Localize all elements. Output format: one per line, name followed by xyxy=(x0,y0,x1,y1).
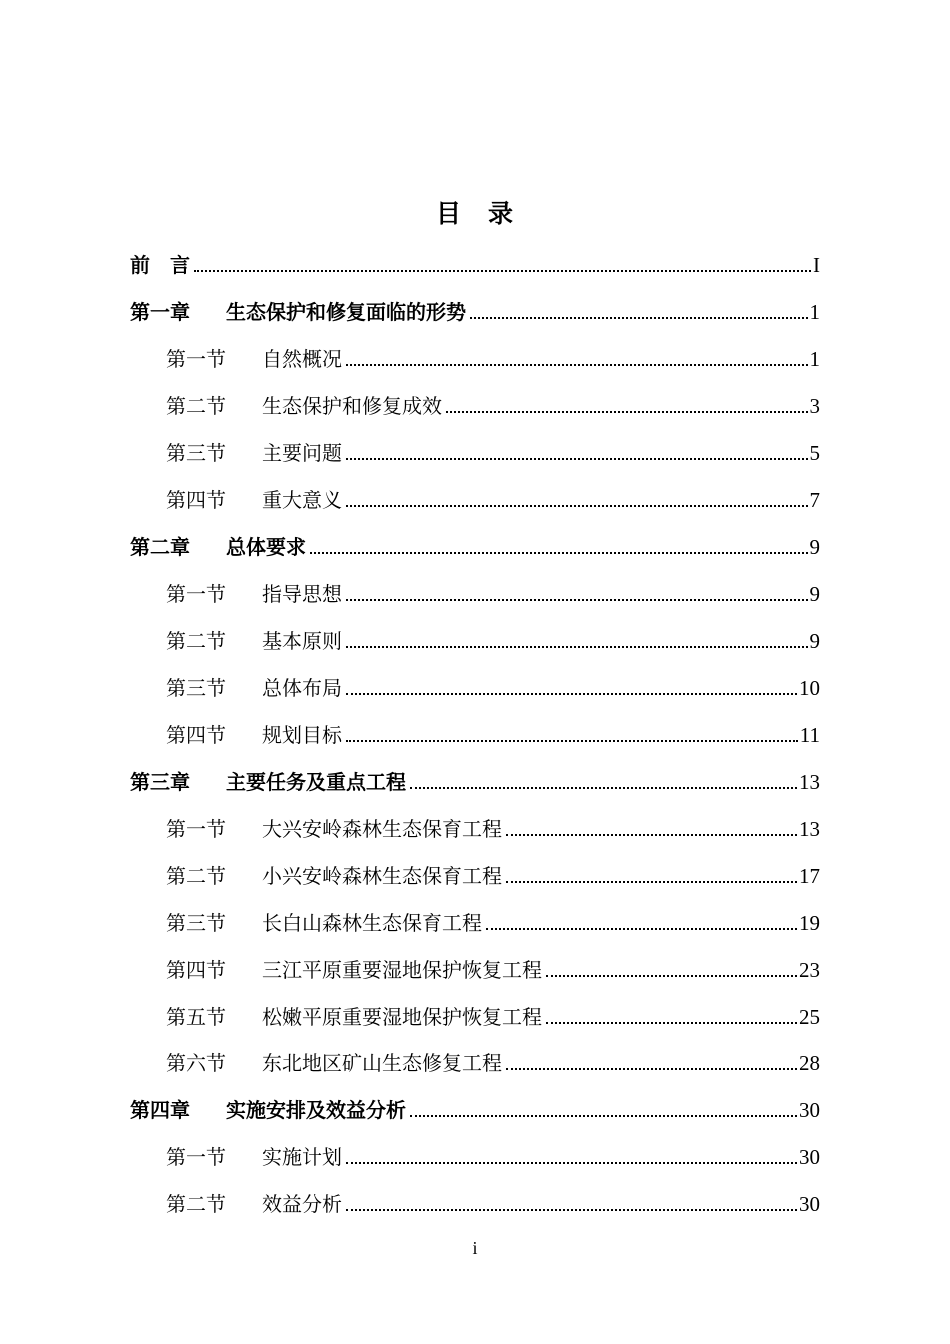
dot-leader xyxy=(546,975,797,977)
toc-entry-section[interactable] xyxy=(166,1000,820,1030)
toc-entry-title: 生态保护和修复成效 xyxy=(262,394,442,418)
toc-entry-page: 30 xyxy=(799,1098,820,1122)
toc-entry-section[interactable] xyxy=(166,624,820,654)
toc-entry-page: 30 xyxy=(799,1145,820,1169)
toc-entry-label: 第三节 xyxy=(166,676,226,700)
toc-entry-title: 长白山森林生态保育工程 xyxy=(262,911,482,935)
toc-entry-section[interactable] xyxy=(166,859,820,889)
toc-entry-title: 效益分析 xyxy=(262,1192,342,1216)
toc-entry-label: 第二节 xyxy=(166,629,226,653)
toc-entry-chapter[interactable] xyxy=(130,1093,820,1123)
toc-entry-chapter[interactable] xyxy=(130,765,820,795)
toc-entry-page: 1 xyxy=(809,300,820,324)
toc-entry-label: 第四章 xyxy=(130,1098,190,1122)
toc-entry-page: 25 xyxy=(799,1005,820,1029)
toc-entry-section[interactable] xyxy=(166,718,820,748)
toc-entry-page: 9 xyxy=(809,629,820,653)
toc-entry-preface[interactable] xyxy=(130,248,820,278)
toc-entry-section[interactable] xyxy=(166,436,820,466)
dot-leader xyxy=(346,458,808,460)
dot-leader xyxy=(506,881,797,883)
toc-entry-title: 生态保护和修复面临的形势 xyxy=(226,300,466,324)
toc-entry-title: 基本原则 xyxy=(262,629,342,653)
toc-entry-label: 前 言 xyxy=(130,253,190,277)
toc-entry-page: 1 xyxy=(809,347,820,371)
dot-leader xyxy=(506,1068,797,1070)
toc-entry-title: 总体要求 xyxy=(226,535,306,559)
toc-entry-section[interactable] xyxy=(166,1187,820,1217)
toc-entry-page: 9 xyxy=(809,582,820,606)
dot-leader xyxy=(410,787,797,789)
toc-entry-section[interactable] xyxy=(166,342,820,372)
toc-entry-page: 9 xyxy=(809,535,820,559)
toc-entry-section[interactable] xyxy=(166,577,820,607)
page-title: 目 录 xyxy=(435,199,514,228)
toc-entry-label: 第五节 xyxy=(166,1005,226,1029)
toc-entry-label: 第六节 xyxy=(166,1051,226,1075)
toc-entry-label: 第一节 xyxy=(166,1145,226,1169)
dot-leader xyxy=(346,1209,797,1211)
dot-leader xyxy=(346,364,808,366)
dot-leader xyxy=(446,411,808,413)
toc-entry-chapter[interactable] xyxy=(130,530,820,560)
dot-leader xyxy=(310,552,808,554)
toc-entry-title: 主要任务及重点工程 xyxy=(226,770,406,794)
toc-entry-section[interactable] xyxy=(166,953,820,983)
toc-entry-section[interactable] xyxy=(166,812,820,842)
toc-entry-label: 第三节 xyxy=(166,911,226,935)
toc-entry-label: 第二节 xyxy=(166,1192,226,1216)
dot-leader xyxy=(346,505,808,507)
toc-entry-label: 第三节 xyxy=(166,441,226,465)
toc-entry-label: 第一节 xyxy=(166,582,226,606)
page-number: i xyxy=(472,1238,478,1258)
toc-entry-page: 11 xyxy=(799,723,820,747)
dot-leader xyxy=(506,834,797,836)
toc-entry-page: 13 xyxy=(799,817,820,841)
toc-entry-page: 10 xyxy=(799,676,820,700)
toc-entry-page: 13 xyxy=(799,770,820,794)
toc-entry-label: 第二节 xyxy=(166,394,226,418)
toc-entry-title: 重大意义 xyxy=(262,488,342,512)
toc-entry-page: 5 xyxy=(809,441,820,465)
toc-entry-section[interactable] xyxy=(166,1140,820,1170)
dot-leader xyxy=(194,270,811,272)
toc-entry-label: 第二节 xyxy=(166,864,226,888)
toc-entry-title: 东北地区矿山生态修复工程 xyxy=(262,1051,502,1075)
toc-entry-page: 7 xyxy=(809,488,820,512)
toc-entry-section[interactable] xyxy=(166,389,820,419)
dot-leader xyxy=(346,1162,797,1164)
toc-entry-page: 23 xyxy=(799,958,820,982)
toc-entry-title: 主要问题 xyxy=(262,441,342,465)
dot-leader xyxy=(346,740,798,742)
toc-entry-title: 小兴安岭森林生态保育工程 xyxy=(262,864,502,888)
toc-entry-label: 第四节 xyxy=(166,723,226,747)
toc-entry-title: 规划目标 xyxy=(262,723,342,747)
toc-entry-label: 第一章 xyxy=(130,300,190,324)
toc-entry-page: 30 xyxy=(799,1192,820,1216)
toc-entry-title: 实施安排及效益分析 xyxy=(226,1098,406,1122)
toc-entry-section[interactable] xyxy=(166,671,820,701)
toc-entry-title: 大兴安岭森林生态保育工程 xyxy=(262,817,502,841)
toc-entry-label: 第一节 xyxy=(166,347,226,371)
toc-entry-label: 第二章 xyxy=(130,535,190,559)
toc-entry-page: 17 xyxy=(799,864,820,888)
toc-entry-title: 松嫩平原重要湿地保护恢复工程 xyxy=(262,1005,542,1029)
toc-entry-chapter[interactable] xyxy=(130,295,820,325)
toc-entry-label: 第四节 xyxy=(166,958,226,982)
toc-entry-title: 指导思想 xyxy=(262,582,342,606)
toc-entry-title: 实施计划 xyxy=(262,1145,342,1169)
toc-entry-title: 总体布局 xyxy=(262,676,342,700)
toc-entry-page: 19 xyxy=(799,911,820,935)
toc-entry-label: 第三章 xyxy=(130,770,190,794)
dot-leader xyxy=(470,317,808,319)
dot-leader xyxy=(346,646,808,648)
toc-entry-page: 3 xyxy=(809,394,820,418)
toc-entry-title: 自然概况 xyxy=(262,347,342,371)
dot-leader xyxy=(410,1115,797,1117)
dot-leader xyxy=(346,693,797,695)
toc-entry-title: 三江平原重要湿地保护恢复工程 xyxy=(262,958,542,982)
toc-entry-page: 28 xyxy=(799,1051,820,1075)
dot-leader xyxy=(486,928,797,930)
dot-leader xyxy=(346,599,808,601)
toc-entry-section[interactable] xyxy=(166,483,820,513)
dot-leader xyxy=(546,1022,797,1024)
toc-entry-label: 第四节 xyxy=(166,488,226,512)
toc-entry-label: 第一节 xyxy=(166,817,226,841)
toc-entry-page: I xyxy=(813,253,820,277)
toc-entry-section[interactable] xyxy=(166,906,820,936)
toc-entry-section[interactable] xyxy=(166,1046,820,1076)
